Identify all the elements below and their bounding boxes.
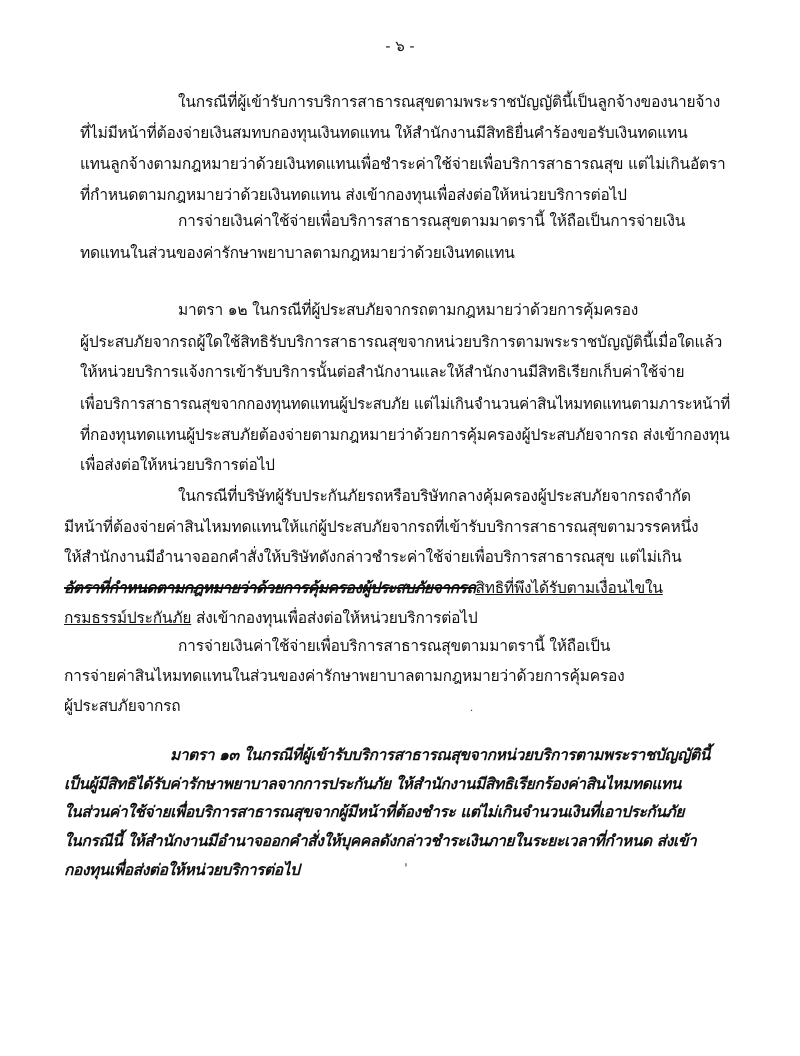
text-line: ที่กองทุนทดแทนผู้ประสบภัยต้องจ่ายตามกฎหมายว่าด้วยการคุ้มครองผู้ประสบภัยจากรถ ส่งเข้ากองทุน [80, 426, 730, 444]
text-line: ในกรณีนี้ ให้สำนักงานมีอำนาจออกคำสั่งให้บุคคลดังกล่าวชำระเงินภายในระยะเวลาที่กำหนด ส่งเข้า [64, 831, 697, 850]
text-line: มาตรา ๑๒ ในกรณีที่ผู้ประสบภัยจากรถตามกฎหมายว่าด้วยการคุ้มครอง [178, 301, 639, 319]
text-line: ในกรณีที่ผู้เข้ารับการบริการสาธารณสุขตามพระราชบัญญัตินี้เป็นลูกจ้างของนายจ้าง [178, 93, 721, 111]
text-line: ที่ไม่มีหน้าที่ต้องจ่ายเงินสมทบกองทุนเงินทดแทน ให้สำนักงานมีสิทธิยื่นคำร้องขอรับเงินทดแทน [80, 124, 688, 142]
text-line: เพื่อบริการสาธารณสุขจากกองทุนทดแทนผู้ประสบภัย แต่ไม่เกินจำนวนค่าสินไหมทดแทนตามภาระหน้าที่ [80, 395, 731, 413]
page-number: - ๖ - [385, 37, 415, 55]
amended-line [64, 578, 663, 598]
text-line: แทนลูกจ้างตามกฎหมายว่าด้วยเงินทดแทนเพื่อชำระค่าใช้จ่ายเพื่อบริการสาธารณสุข แต่ไม่เกินอัตรา [80, 155, 726, 173]
text-line: เพื่อส่งต่อให้หน่วยบริการต่อไป [80, 456, 275, 474]
text-line: กองทุนเพื่อส่งต่อให้หน่วยบริการต่อไป [64, 860, 300, 879]
text-line: ให้สำนักงานมีอำนาจออกคำสั่งให้บริษัทดังกล่าวชำระค่าใช้จ่ายเพื่อบริการสาธารณสุข แต่ไม่เกิน [64, 548, 682, 566]
text-line: ทดแทนในส่วนของค่ารักษาพยาบาลตามกฎหมายว่าด้วยเงินทดแทน [80, 244, 515, 262]
text-span: ส่งเข้ากองทุนเพื่อส่งต่อให้หน่วยบริการต่อไป [191, 609, 478, 627]
text-line: การจ่ายเงินค่าใช้จ่ายเพื่อบริการสาธารณสุขตามมาตรานี้ ให้ถือเป็น [178, 637, 611, 655]
stray-mark: · [470, 706, 474, 717]
text-line: ที่กำหนดตามกฎหมายว่าด้วยเงินทดแทน ส่งเข้ากองทุนเพื่อส่งต่อให้หน่วยบริการต่อไป [80, 186, 627, 204]
text-line: ในกรณีที่บริษัทผู้รับประกันภัยรถหรือบริษัทกลางคุ้มครองผู้ประสบภัยจากรถจำกัด [178, 487, 691, 505]
text-line: มีหน้าที่ต้องจ่ายค่าสินไหมทดแทนให้แก่ผู้ประสบภัยจากรถที่เข้ารับบริการสาธารณสุขตามวรรคหนึ่ง [64, 518, 699, 536]
text-line: มาตรา ๑๓ ในกรณีที่ผู้เข้ารับบริการสาธารณสุขจากหน่วยบริการตามพระราชบัญญัตินี้ [170, 745, 710, 764]
struck-text: อัตราที่กำหนดตามกฎหมายว่าด้วยการคุ้มครองผู้ประสบภัยจากรถ [64, 578, 476, 597]
text-line: ผู้ประสบภัยจากรถ [64, 697, 181, 715]
inserted-text: กรมธรรม์ประกันภัย [64, 609, 192, 627]
amended-line [64, 608, 477, 628]
text-line: การจ่ายเงินค่าใช้จ่ายเพื่อบริการสาธารณสุขตามมาตรานี้ ให้ถือเป็นการจ่ายเงิน [178, 212, 686, 230]
text-line: การจ่ายค่าสินไหมทดแทนในส่วนของค่ารักษาพยาบาลตามกฎหมายว่าด้วยการคุ้มครอง [64, 667, 625, 685]
inserted-text: สิทธิที่พึงได้รับตามเงื่อนไขใน [475, 579, 663, 597]
text-line: ในส่วนค่าใช้จ่ายเพื่อบริการสาธารณสุขจากผู้มีหน้าที่ต้องชำระ แต่ไม่เกินจำนวนเงินที่เอาประกันภัย [64, 802, 685, 821]
text-line: เป็นผู้มีสิทธิได้รับค่ารักษาพยาบาลจากการประกันภัย ให้สำนักงานมีสิทธิเรียกร้องค่าสินไหมทดแทน [64, 774, 681, 793]
stray-mark: ˈ [404, 862, 408, 878]
text-line: ผู้ประสบภัยจากรถผู้ใดใช้สิทธิรับบริการสาธารณสุขจากหน่วยบริการตามพระราชบัญญัตินี้เมื่อใดแล้ว [80, 333, 723, 351]
text-line: ให้หน่วยบริการแจ้งการเข้ารับบริการนั้นต่อสำนักงานและให้สำนักงานมีสิทธิเรียกเก็บค่าใช้จ่าย [80, 363, 685, 381]
